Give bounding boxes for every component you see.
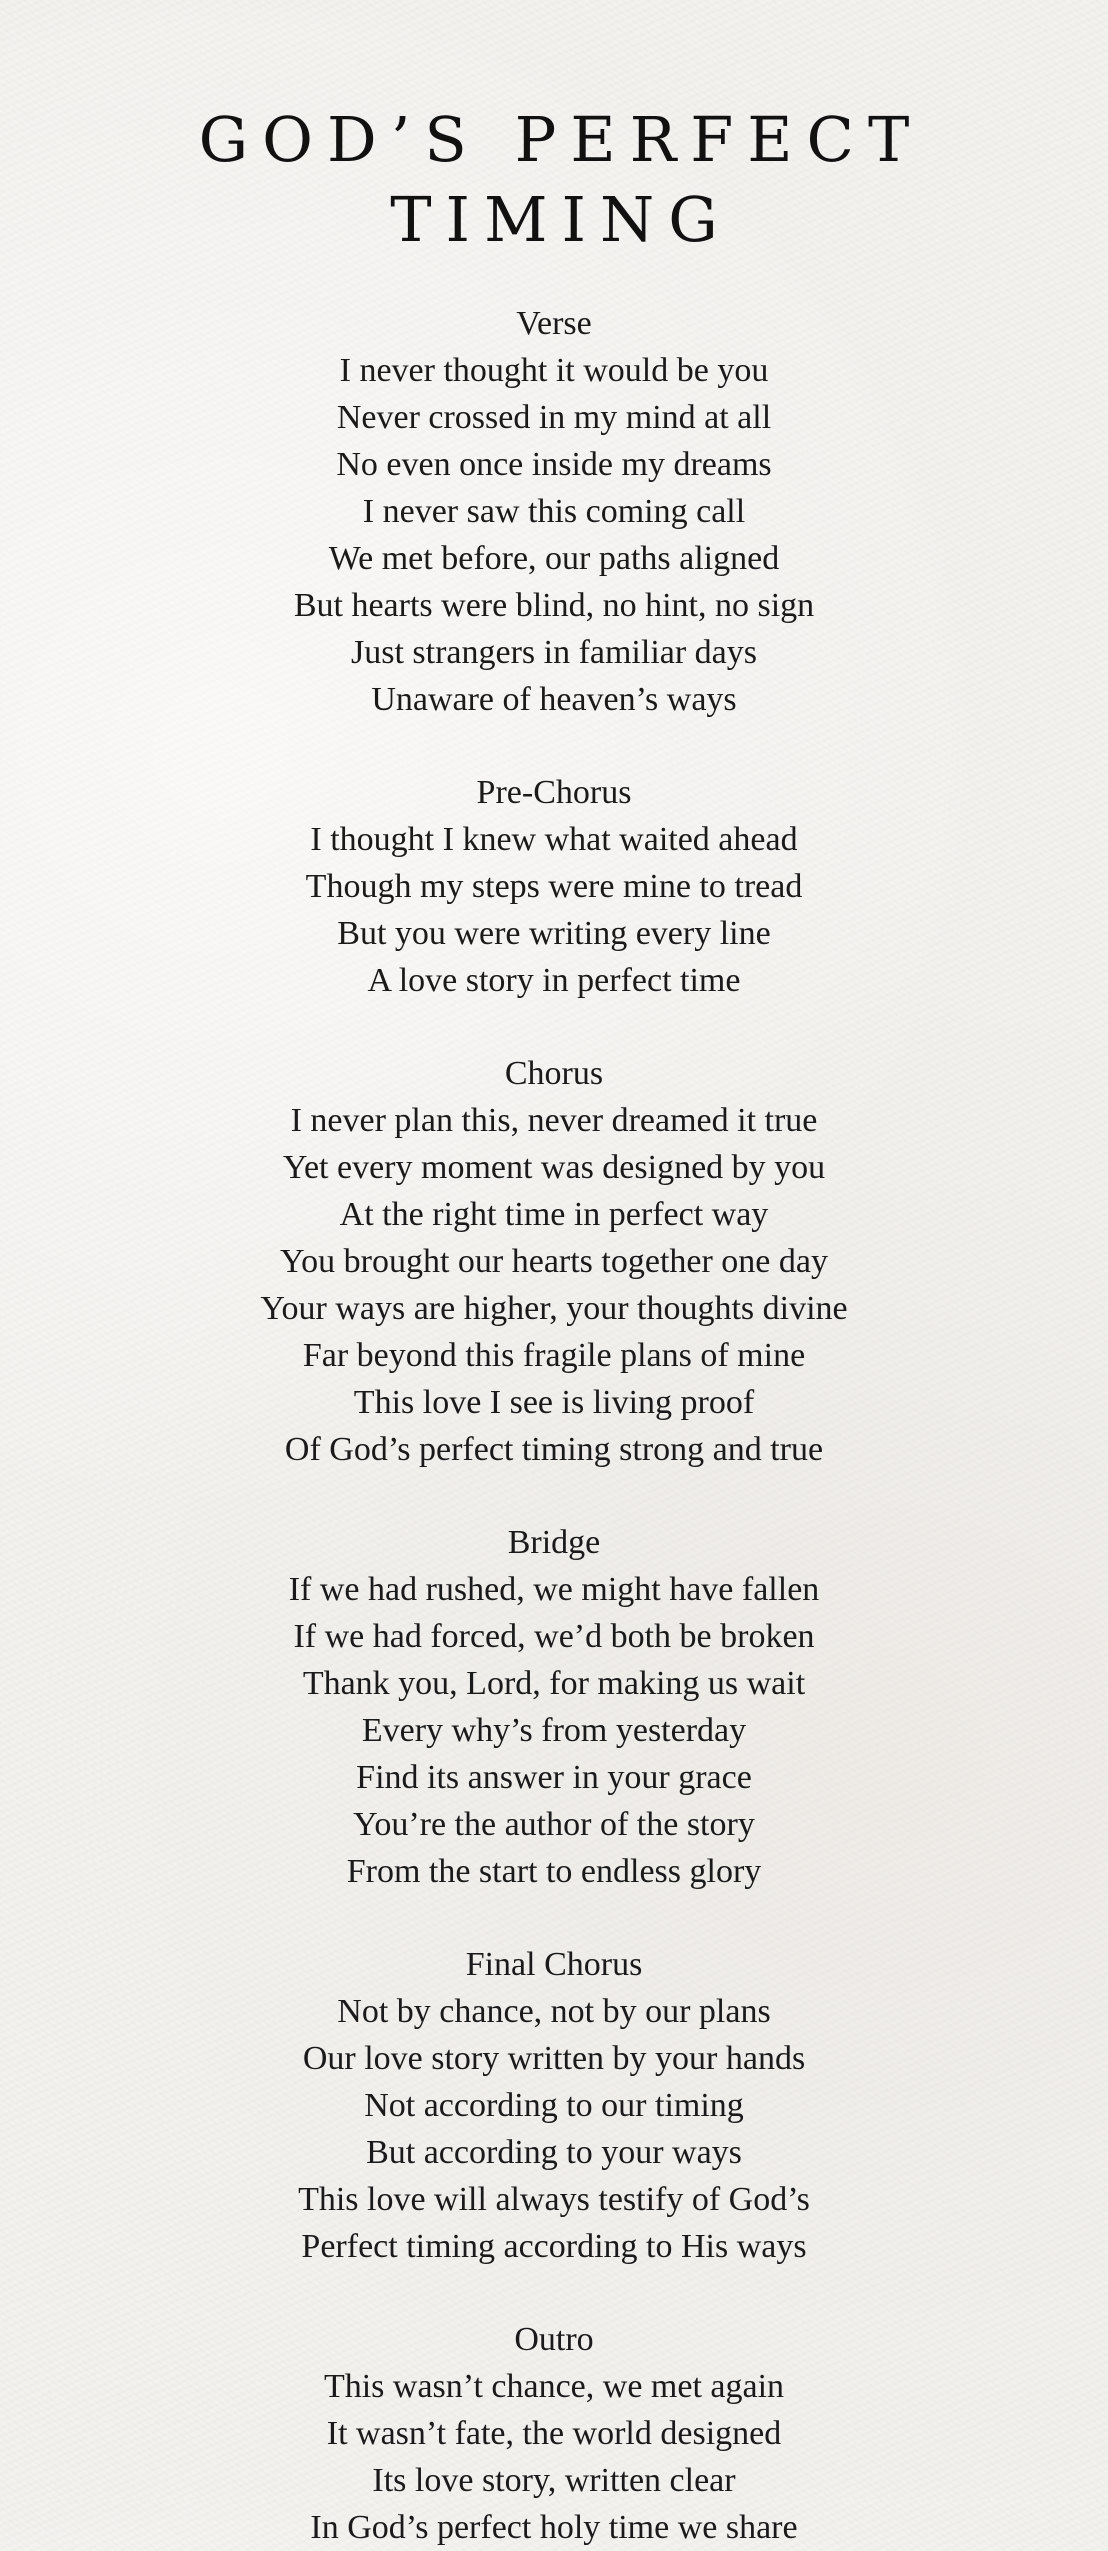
lyric-line: It wasn’t fate, the world designed (326, 2415, 782, 2452)
lyric-line: I never saw this coming call (362, 493, 746, 530)
section-heading: Chorus (504, 1055, 604, 1092)
lyric-line: Find its answer in your grace (356, 1759, 752, 1796)
lyric-line: Perfect timing according to His ways (301, 2228, 807, 2265)
lyrics-section (0, 2316, 1108, 2551)
lyric-line: If we had rushed, we might have fallen (288, 1571, 820, 1608)
section-heading: Final Chorus (465, 1946, 643, 1983)
lyric-line: I thought I knew what waited ahead (310, 821, 798, 858)
lyric-line: No even once inside my dreams (336, 446, 772, 483)
lyric-line: But according to your ways (366, 2134, 742, 2171)
lyrics-section (0, 1519, 1108, 1895)
lyric-line: At the right time in perfect way (339, 1196, 769, 1233)
lyric-line: We met before, our paths aligned (328, 540, 780, 577)
lyrics-section (0, 1050, 1108, 1473)
lyric-line: Just strangers in familiar days (350, 634, 758, 671)
lyric-line: Of God’s perfect timing strong and true (284, 1431, 824, 1468)
section-heading: Outro (514, 2321, 594, 2358)
lyric-line: This wasn’t chance, we met again (323, 2368, 785, 2405)
lyric-line: Its love story, written clear (372, 2462, 736, 2499)
lyric-line: Far beyond this fragile plans of mine (302, 1337, 806, 1374)
lyric-line: This love I see is living proof (353, 1384, 755, 1421)
lyrics-sections (0, 300, 1108, 2551)
lyric-line: You brought our hearts together one day (279, 1243, 828, 1280)
lyric-line: Not according to our timing (364, 2087, 744, 2124)
lyric-line: This love will always testify of God’s (298, 2181, 810, 2218)
lyrics-section (0, 769, 1108, 1004)
section-heading: Pre-Chorus (476, 774, 632, 811)
lyric-line: Every why’s from yesterday (361, 1712, 747, 1749)
lyric-line: Unaware of heaven’s ways (371, 681, 737, 718)
lyric-line: Though my steps were mine to tread (305, 868, 803, 905)
section-heading: Verse (516, 305, 592, 342)
lyric-line: If we had forced, we’d both be broken (293, 1618, 815, 1655)
lyric-line: I never thought it would be you (339, 352, 769, 389)
lyric-line: Not by chance, not by our plans (337, 1993, 771, 2030)
lyric-line: But you were writing every line (337, 915, 771, 952)
lyric-line: But hearts were blind, no hint, no sign (293, 587, 815, 624)
lyric-line: Our love story written by your hands (302, 2040, 806, 2077)
lyric-line: Your ways are higher, your thoughts divine (260, 1290, 848, 1327)
lyric-line: In God’s perfect holy time we share (310, 2509, 798, 2546)
lyric-line: You’re the author of the story (353, 1806, 755, 1843)
lyric-line: I never plan this, never dreamed it true (290, 1102, 818, 1139)
lyric-line: Yet every moment was designed by you (282, 1149, 826, 1186)
lyric-line: Never crossed in my mind at all (336, 399, 772, 436)
lyrics-section (0, 1941, 1108, 2270)
lyric-line: Thank you, Lord, for making us wait (302, 1665, 806, 1702)
lyrics-section (0, 300, 1108, 723)
lyric-line: From the start to endless glory (346, 1853, 762, 1890)
section-heading: Bridge (507, 1524, 601, 1561)
page-title: GOD’S PERFECT TIMING (198, 103, 924, 256)
lyric-line: A love story in perfect time (367, 962, 741, 999)
